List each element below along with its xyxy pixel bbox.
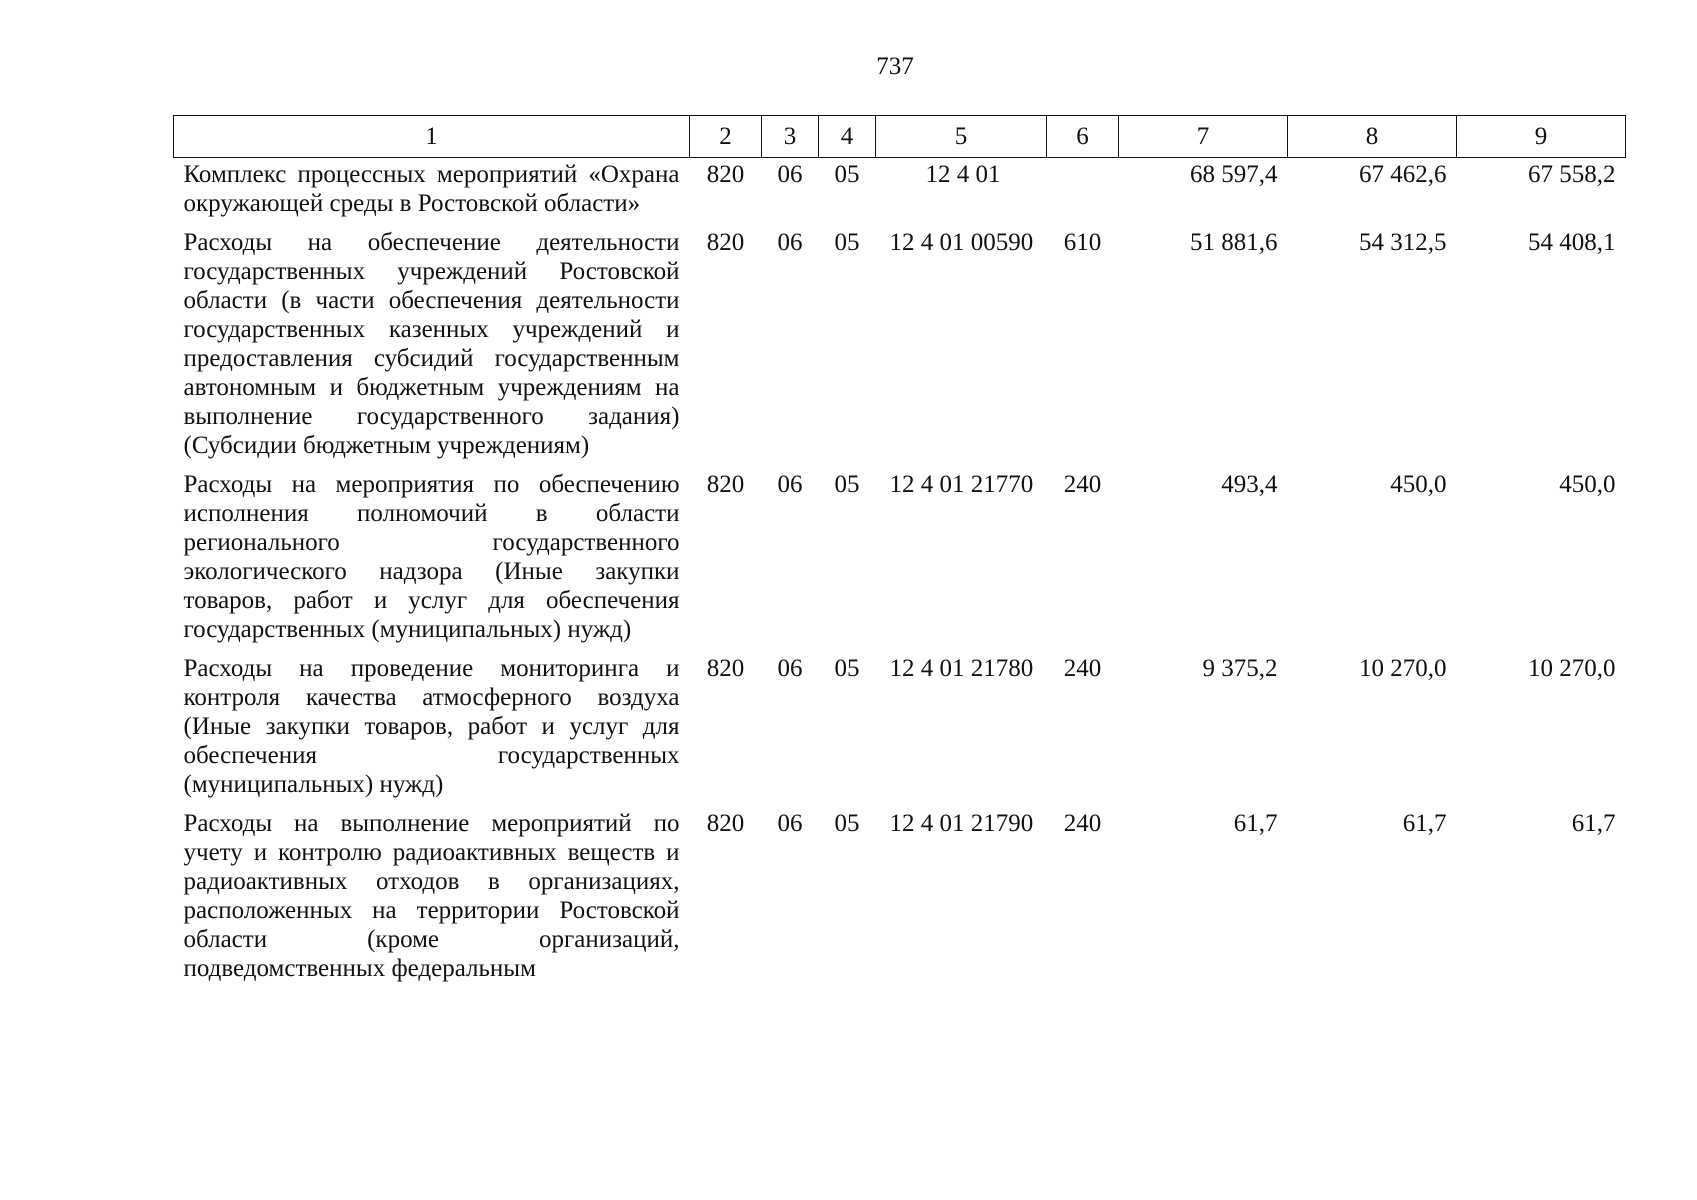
row-description: Расходы на мероприятия по обеспечению исполнения полномочий в области регионального государственного экологического надзора (Иные закупки товаров, работ и услуг для обеспечения государственных (муниципальных) нужд) bbox=[183, 471, 680, 643]
header-cell: 1 bbox=[174, 116, 690, 158]
expense-type-code: 610 bbox=[1063, 229, 1102, 256]
ministry-code: 820 bbox=[706, 161, 745, 188]
amount-col-8: 54 312,5 bbox=[1359, 229, 1447, 256]
table-row bbox=[174, 799, 1626, 983]
section-code: 06 bbox=[777, 655, 803, 682]
header-cell: 8 bbox=[1288, 116, 1457, 158]
amount-col-7: 9 375,2 bbox=[1202, 655, 1278, 682]
ministry-code: 820 bbox=[706, 655, 745, 682]
amount-col-9: 67 558,2 bbox=[1528, 161, 1616, 188]
table-body bbox=[174, 158, 1626, 984]
amount-col-7: 493,4 bbox=[1221, 471, 1278, 498]
expense-type-code bbox=[1047, 158, 1119, 219]
target-article-code: 12 4 01 21790 bbox=[889, 810, 1034, 837]
target-article-code: 12 4 01 21780 bbox=[889, 655, 1034, 682]
table-header bbox=[174, 116, 1626, 158]
section-code: 06 bbox=[777, 471, 803, 498]
amount-col-8: 61,7 bbox=[1402, 810, 1447, 837]
subsection-code: 05 bbox=[834, 810, 860, 837]
row-description: Расходы на обеспечение деятельности государственных учреждений Ростовской области (в части обеспечения деятельности государственных казенных учреждений и предоставления субсидий государственным автономным и бюджетным учреждениям на выполнение государственного задания) (Субсидии бюджетным учреждениям) bbox=[183, 229, 680, 459]
amount-col-9: 10 270,0 bbox=[1528, 655, 1616, 682]
row-description: Расходы на проведение мониторинга и контроля качества атмосферного воздуха (Иные закупки товаров, работ и услуг для обеспечения государственных (муниципальных) нужд) bbox=[183, 655, 680, 798]
amount-col-7: 51 881,6 bbox=[1190, 229, 1278, 256]
subsection-code: 05 bbox=[834, 655, 860, 682]
table-row bbox=[174, 644, 1626, 799]
header-cell: 9 bbox=[1457, 116, 1626, 158]
ministry-code: 820 bbox=[706, 810, 745, 837]
page-number: 737 bbox=[876, 53, 914, 80]
header-cell: 3 bbox=[762, 116, 819, 158]
amount-col-8: 450,0 bbox=[1390, 471, 1447, 498]
expense-type-code: 240 bbox=[1063, 810, 1102, 837]
header-cell: 4 bbox=[819, 116, 876, 158]
target-article-code: 12 4 01 00590 bbox=[889, 229, 1034, 256]
amount-col-7: 61,7 bbox=[1233, 810, 1278, 837]
amount-col-8: 10 270,0 bbox=[1359, 655, 1447, 682]
section-code: 06 bbox=[777, 229, 803, 256]
budget-table bbox=[173, 115, 1626, 983]
expense-type-code: 240 bbox=[1063, 471, 1102, 498]
subsection-code: 05 bbox=[834, 471, 860, 498]
table-row bbox=[174, 460, 1626, 644]
amount-col-8: 67 462,6 bbox=[1359, 161, 1447, 188]
section-code: 06 bbox=[777, 810, 803, 837]
row-description: Комплекс процессных мероприятий «Охрана окружающей среды в Ростовской области» bbox=[183, 161, 680, 217]
header-cell: 5 bbox=[876, 116, 1047, 158]
target-article-code: 12 4 01 bbox=[925, 161, 1001, 188]
table-row bbox=[174, 218, 1626, 460]
row-description: Расходы на выполнение мероприятий по учету и контролю радиоактивных веществ и радиоактивных отходов в организациях, расположенных на территории Ростовской области (кроме организаций, подведомственных федеральным bbox=[183, 810, 680, 982]
header-cell: 6 bbox=[1047, 116, 1119, 158]
subsection-code: 05 bbox=[834, 161, 860, 188]
section-code: 06 bbox=[777, 161, 803, 188]
subsection-code: 05 bbox=[834, 229, 860, 256]
amount-col-9: 61,7 bbox=[1571, 810, 1616, 837]
header-cell: 7 bbox=[1119, 116, 1288, 158]
target-article-code: 12 4 01 21770 bbox=[889, 471, 1034, 498]
amount-col-9: 54 408,1 bbox=[1528, 229, 1616, 256]
header-cell: 2 bbox=[690, 116, 762, 158]
ministry-code: 820 bbox=[706, 471, 745, 498]
ministry-code: 820 bbox=[706, 229, 745, 256]
expense-type-code: 240 bbox=[1063, 655, 1102, 682]
amount-col-7: 68 597,4 bbox=[1190, 161, 1278, 188]
amount-col-9: 450,0 bbox=[1559, 471, 1616, 498]
table-row bbox=[174, 158, 1626, 219]
header-row bbox=[174, 116, 1626, 158]
